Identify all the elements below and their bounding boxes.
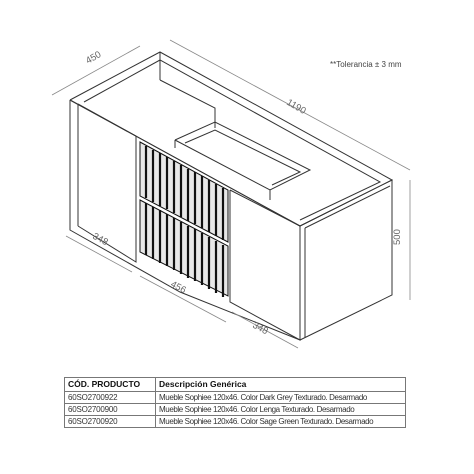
product-description: Mueble Sophiee 120x46. Color Dark Grey Texturado. Desarmado — [156, 392, 406, 404]
header-code: CÓD. PRODUCTO — [65, 378, 156, 392]
dim-left-panel: 348 — [90, 230, 110, 249]
product-description: Mueble Sophiee 120x46. Color Lenga Texturado. Desarmado — [156, 404, 406, 416]
product-table — [64, 377, 406, 428]
product-code: 60SO2700920 — [65, 416, 156, 428]
product-code: 60SO2700922 — [65, 392, 156, 404]
cabinet-right-side — [300, 180, 392, 340]
right-door — [230, 190, 300, 340]
product-description: Mueble Sophiee 120x46. Color Sage Green Texturado. Desarmado — [156, 416, 406, 428]
cabinet-right-inner-top — [305, 186, 390, 228]
table-row — [65, 416, 406, 428]
dim-depth: 450 — [84, 49, 104, 67]
header-description: Descripción Genérica — [156, 378, 406, 392]
center-drawers — [140, 142, 228, 297]
cabinet-inner-rim — [84, 60, 380, 220]
table-header-row — [65, 378, 406, 392]
dim-right-panel: 348 — [250, 319, 270, 338]
table-row — [65, 404, 406, 416]
table-row — [65, 392, 406, 404]
dim-width: 1190 — [284, 97, 308, 117]
cabinet-back-wall — [160, 80, 215, 128]
dim-height: 500 — [392, 229, 403, 245]
product-code: 60SO2700900 — [65, 404, 156, 416]
cabinet-top-rim — [70, 52, 392, 226]
dim-center-panel: 456 — [168, 278, 188, 297]
tolerance-note: **Tolerancia ± 3 mm — [330, 60, 402, 69]
